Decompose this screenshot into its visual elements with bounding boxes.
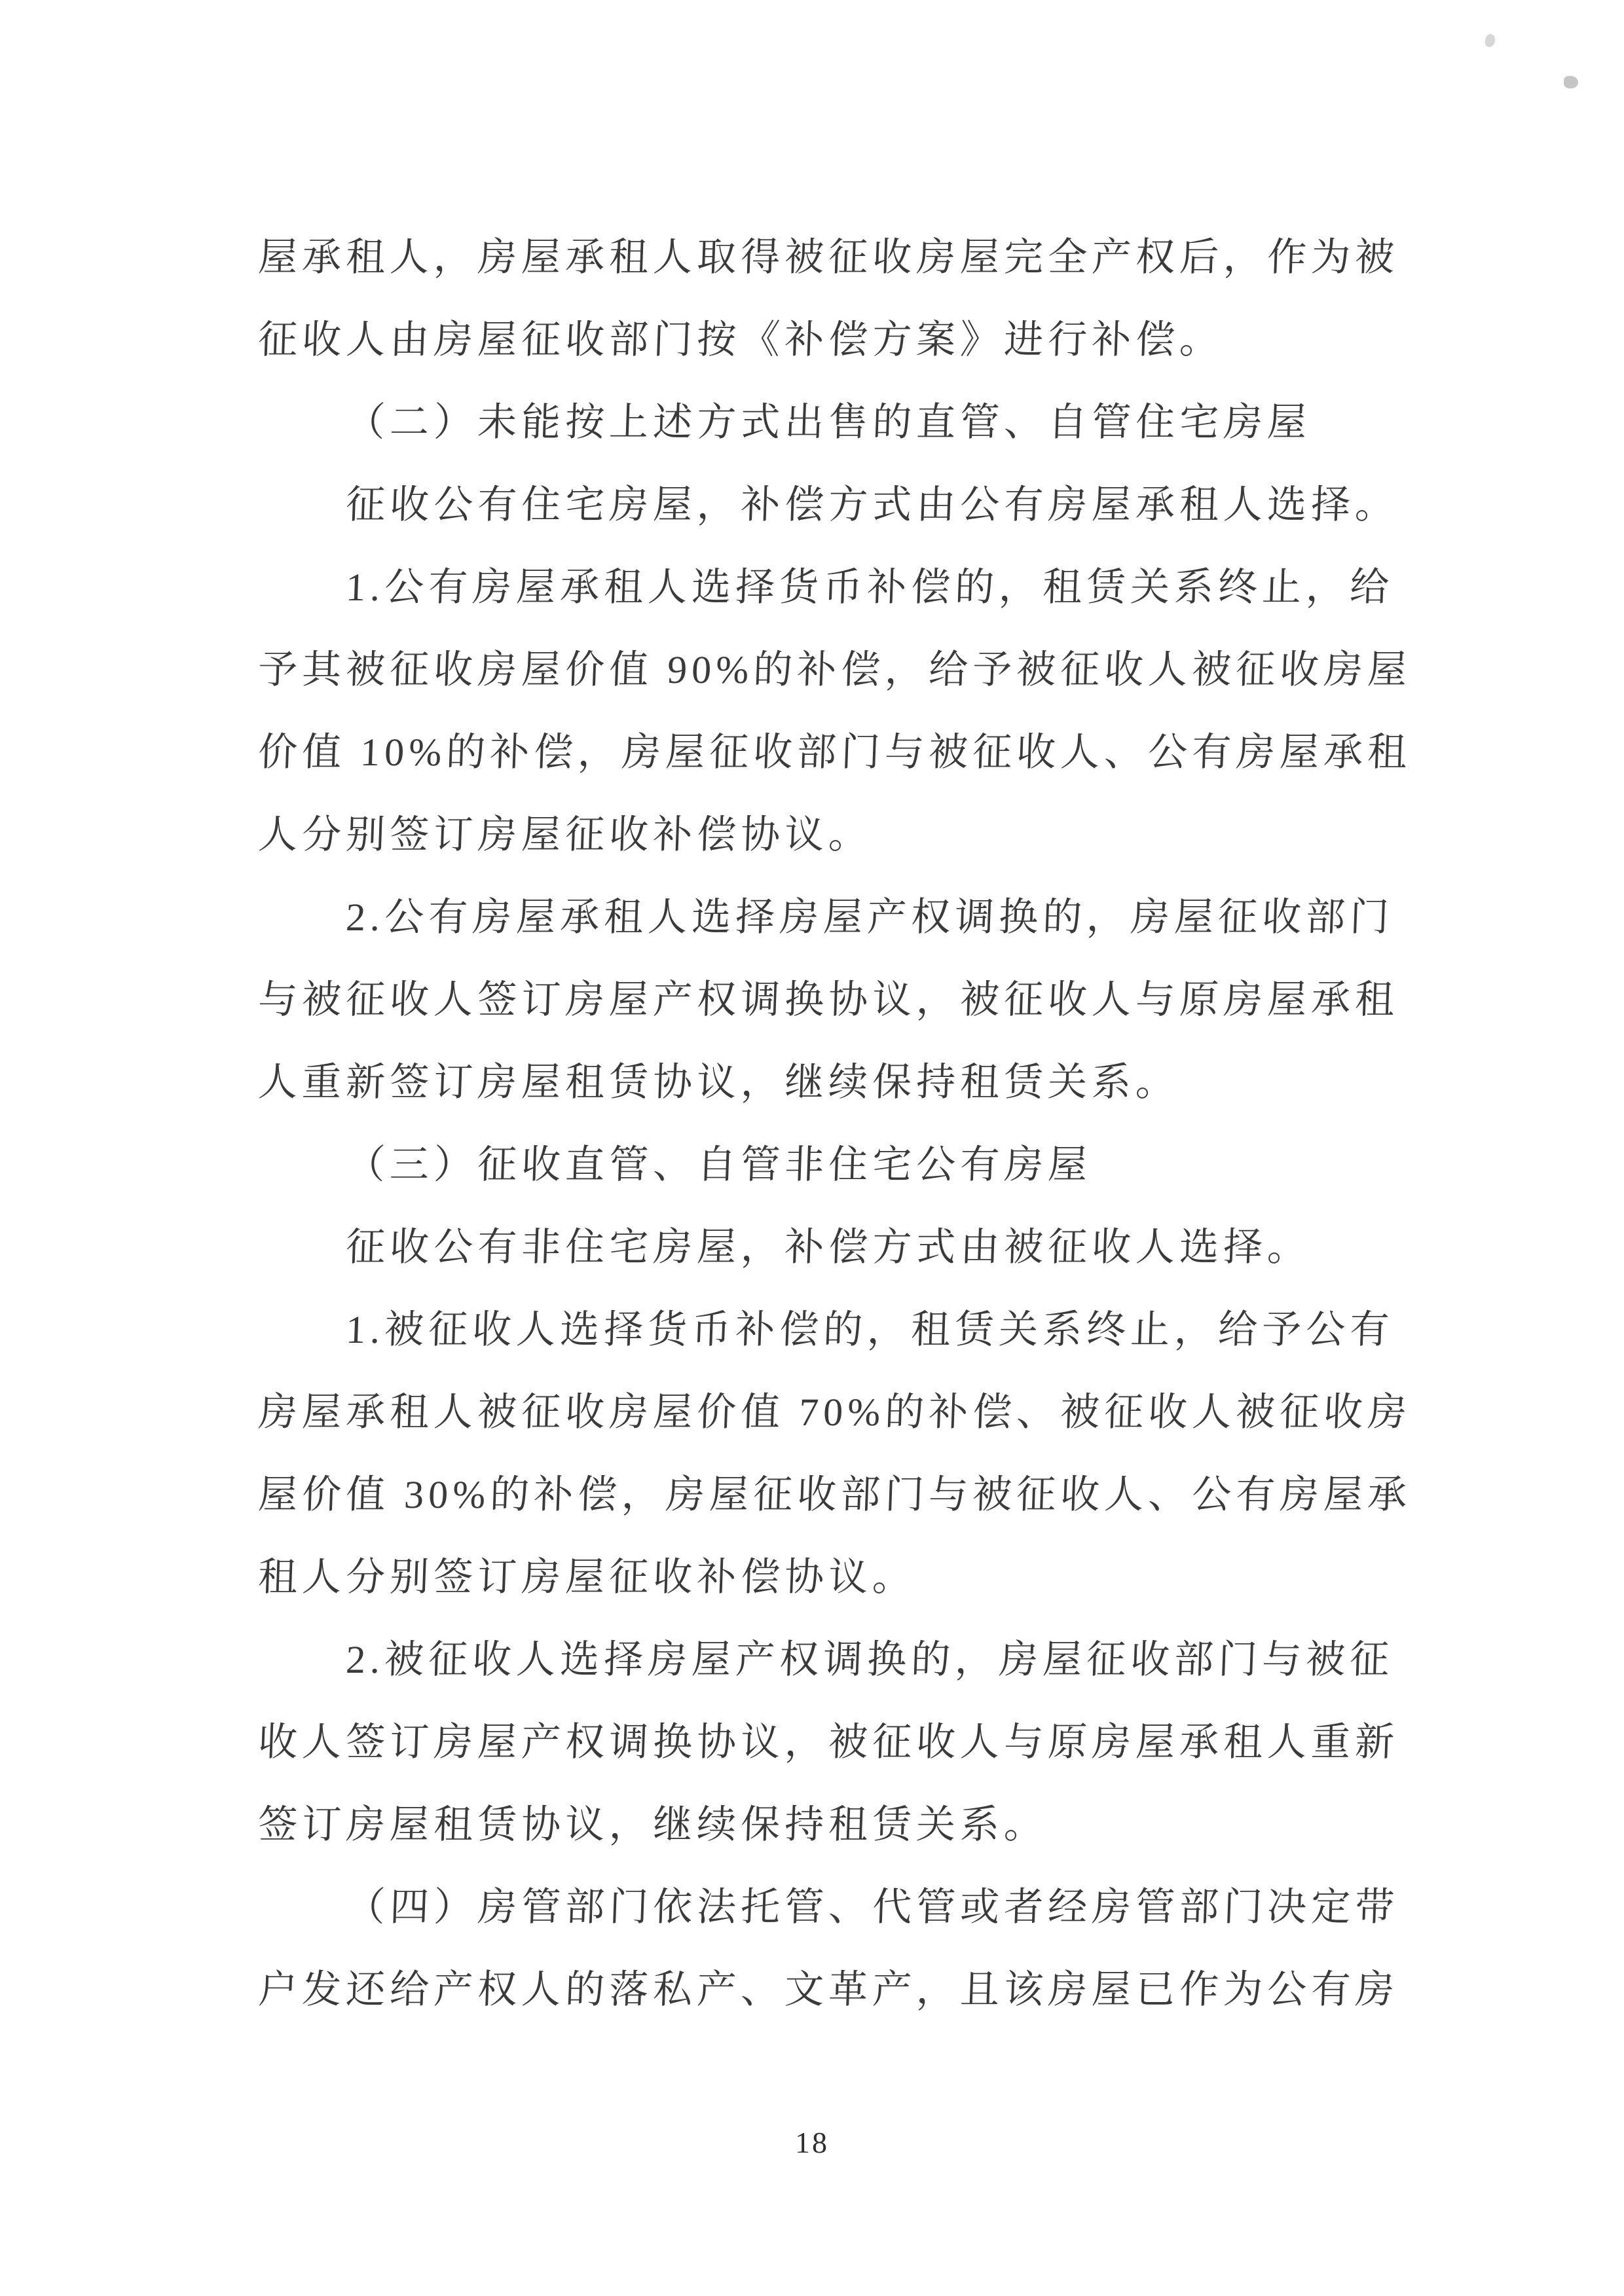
text-line: （三）征收直管、自管非住宅公有房屋 xyxy=(345,1143,1093,1186)
text-line: 人分别签订房屋征收补偿协议。 xyxy=(257,813,874,856)
text-line: （二）未能按上述方式出售的直管、自管住宅房屋 xyxy=(345,401,1312,444)
text-line: 2.公有房屋承租人选择房屋产权调换的，房屋征收部门 xyxy=(345,896,1395,939)
text-line: 房屋承租人被征收房屋价值 70%的补偿、被征收人被征收房 xyxy=(257,1391,1412,1434)
text-line: 租人分别签订房屋征收补偿协议。 xyxy=(257,1556,917,1599)
text-line: （四）房管部门依法托管、代管或者经房管部门决定带 xyxy=(345,1886,1400,1929)
text-line: 签订房屋租赁协议，继续保持租赁关系。 xyxy=(257,1803,1049,1846)
scan-speck xyxy=(1483,33,1496,48)
text-line: 征收公有非住宅房屋，补偿方式由被征收人选择。 xyxy=(345,1226,1312,1269)
text-line: 征收人由房屋征收部门按《补偿方案》进行补偿。 xyxy=(257,318,1225,361)
page-number: 18 xyxy=(795,2126,829,2159)
document-body xyxy=(257,216,1442,2031)
text-line: 户发还给产权人的落私产、文革产，且该房屋已作为公有房 xyxy=(257,1968,1400,2011)
text-line: 征收公有住宅房屋，补偿方式由公有房屋承租人选择。 xyxy=(345,483,1400,526)
text-line: 价值 10%的补偿，房屋征收部门与被征收人、公有房屋承租 xyxy=(257,731,1412,774)
text-line: 1.公有房屋承租人选择货币补偿的，租赁关系终止，给 xyxy=(345,566,1395,609)
text-line: 1.被征收人选择货币补偿的，租赁关系终止，给予公有 xyxy=(345,1308,1395,1351)
scan-speck xyxy=(1564,76,1578,88)
text-line: 屋价值 30%的补偿，房屋征收部门与被征收人、公有房屋承 xyxy=(257,1473,1412,1516)
text-line: 人重新签订房屋租赁协议，继续保持租赁关系。 xyxy=(257,1061,1181,1104)
text-line: 收人签订房屋产权调换协议，被征收人与原房屋承租人重新 xyxy=(257,1721,1400,1764)
text-line: 2.被征收人选择房屋产权调换的，房屋征收部门与被征 xyxy=(345,1638,1395,1681)
text-line: 予其被征收房屋价值 90%的补偿，给予被征收人被征收房屋 xyxy=(257,648,1412,691)
text-line: 与被征收人签订房屋产权调换协议，被征收人与原房屋承租 xyxy=(257,978,1400,1021)
text-line: 屋承租人，房屋承租人取得被征收房屋完全产权后，作为被 xyxy=(257,236,1400,279)
